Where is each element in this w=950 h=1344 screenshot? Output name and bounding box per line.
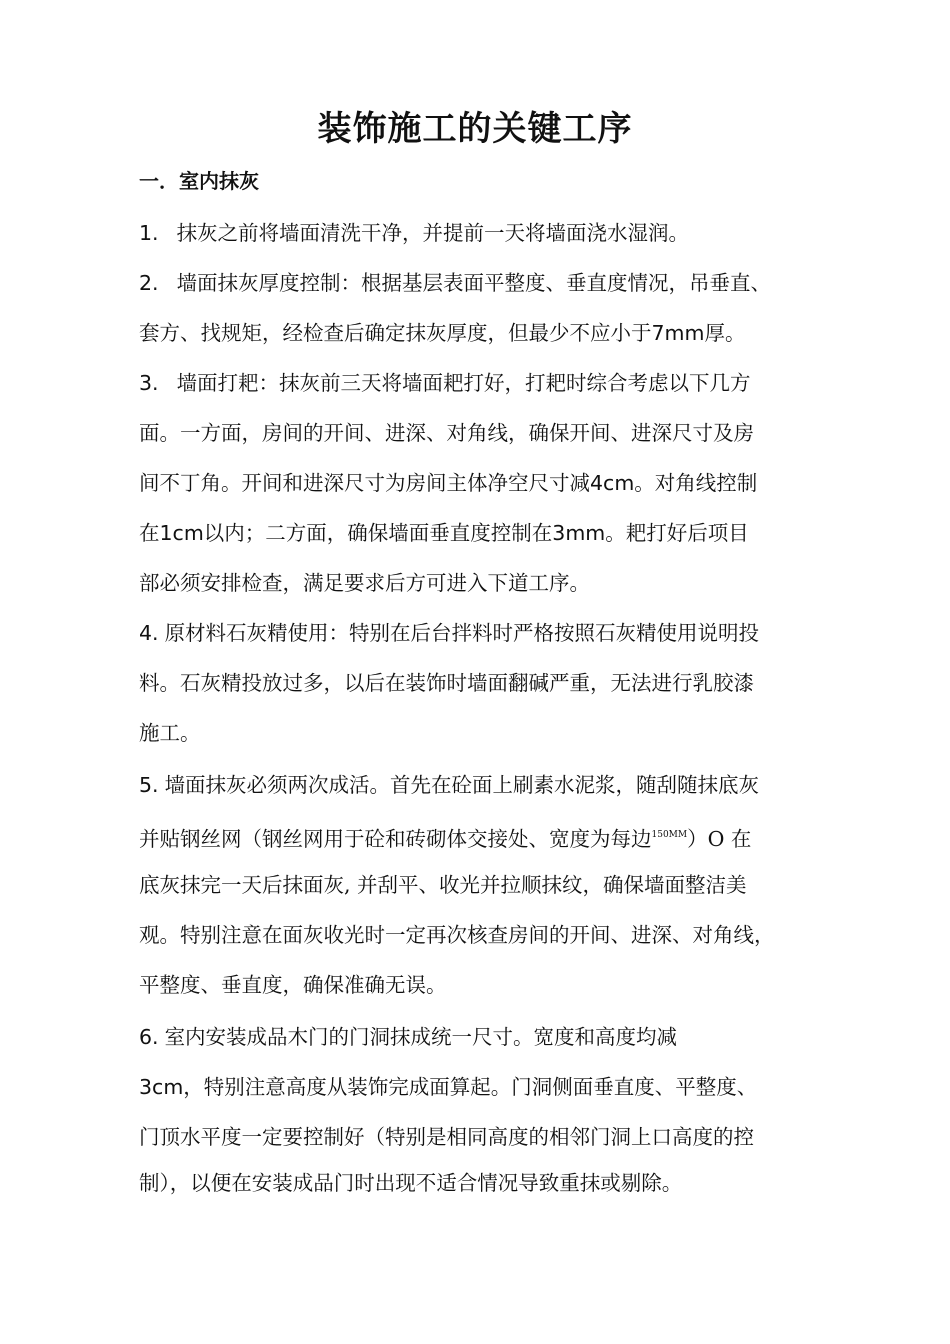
item-5-number: 5. (139, 773, 159, 797)
item-1-line-1 (139, 218, 689, 248)
item-3-line-5 (139, 568, 590, 598)
item-6-line-2 (139, 1072, 757, 1102)
item-5-text-3: ）O 在 (687, 827, 752, 851)
item-3-text-7: 。耙打好后项目 (605, 521, 749, 545)
item-1-number: 1. (139, 221, 159, 245)
item-5-text-1: 墙面抹灰必须两次成活。首先在砼面上刷素水泥浆，随刮随抹底灰 (164, 773, 760, 797)
item-2-number: 2. (139, 271, 159, 295)
item-3-line-1 (139, 368, 751, 398)
item-5-line-2 (139, 820, 751, 854)
item-5-line-1 (139, 770, 759, 800)
item-4-line-2 (139, 668, 754, 698)
item-2-text-3: 厚。 (704, 321, 746, 345)
item-5-line-5 (139, 970, 447, 1000)
item-2-line-1 (139, 268, 771, 298)
item-5-text-5: 观。特别注意在面灰收光时一定再次核查房间的开间、进深、对角线， (139, 923, 775, 947)
item-6-text-3: 门顶水平度一定要控制好（特别是相同高度的相邻门洞上口高度的控 (139, 1125, 754, 1149)
item-5-text-6: 平整度、垂直度，确保准确无误。 (139, 973, 447, 997)
document-title: 装饰施工的关键工序 (317, 109, 633, 149)
item-5-text-2: 并贴钢丝网（钢丝网用于砼和砖砌体交接处、宽度为每边 (139, 827, 652, 851)
item-3-line-4 (139, 518, 749, 548)
item-4-text-2: 料。石灰精投放过多，以后在装饰时墙面翻碱严重，无法进行乳胶漆 (139, 671, 754, 695)
item-5-text-4: 底灰抹完一天后抹面灰, 并刮平、收光并拉顺抹纹，确保墙面整洁美 (139, 873, 747, 897)
item-6-measure: 3cm (139, 1075, 184, 1099)
item-6-text-1: 室内安装成品木门的门洞抹成统一尺寸。宽度和高度均减 (164, 1025, 678, 1049)
item-3-text-3: 间不丁角。开间和进深尺寸为房间主体净空尺寸减 (139, 471, 590, 495)
item-2-measure: 7mm (651, 321, 705, 345)
item-3-text-8: 部必须安排检查，满足要求后方可进入下道工序。 (139, 571, 590, 595)
item-4-text-1: 原材料石灰精使用：特别在后台拌料时严格按照石灰精使用说明投 (164, 621, 760, 645)
item-4-number: 4. (139, 621, 159, 645)
item-3-text-6: 以内；二方面，确保墙面垂直度控制在 (203, 521, 553, 545)
item-6-line-4 (139, 1168, 682, 1198)
item-3-measure-1: 4cm (590, 471, 635, 495)
item-4-line-1 (139, 618, 759, 648)
item-2-text-1: 墙面抹灰厚度控制：根据基层表面平整度、垂直度情况，吊垂直、 (176, 271, 772, 295)
item-2-text-2: 套方、找规矩，经检查后确定抹灰厚度，但最少不应小于 (139, 321, 652, 345)
item-6-line-1 (139, 1022, 677, 1052)
item-4-line-3 (139, 718, 201, 748)
item-2-line-2 (139, 318, 745, 348)
item-5-superscript: 150MM (651, 830, 688, 840)
section-heading: 一．室内抹灰 (139, 169, 259, 193)
item-4-text-3: 施工。 (139, 721, 201, 745)
item-3-measure-3: 3mm (552, 521, 606, 545)
item-6-text-4: 制），以便在安装成品门时出现不适合情况导致重抹或剔除。 (139, 1171, 683, 1195)
item-1-text: 抹灰之前将墙面清洗干净，并提前一天将墙面浇水湿润。 (176, 221, 690, 245)
item-3-text-2: 面。一方面，房间的开间、进深、对角线，确保开间、进深尺寸及房 (139, 421, 754, 445)
item-3-number: 3. (139, 371, 159, 395)
item-3-text-5: 在 (139, 521, 160, 545)
item-5-line-4 (139, 920, 775, 950)
item-6-line-3 (139, 1122, 754, 1152)
item-3-line-3 (139, 468, 757, 498)
item-6-text-2: ，特别注意高度从装饰完成面算起。门洞侧面垂直度、平整度、 (183, 1075, 758, 1099)
item-6-number: 6. (139, 1025, 159, 1049)
item-3-text-4: 。对角线控制 (634, 471, 758, 495)
item-3-text-1: 墙面打耙：抹灰前三天将墙面耙打好，打耙时综合考虑以下几方 (176, 371, 751, 395)
item-3-measure-2: 1cm (159, 521, 204, 545)
item-3-line-2 (139, 418, 754, 448)
item-5-line-3 (139, 870, 747, 900)
